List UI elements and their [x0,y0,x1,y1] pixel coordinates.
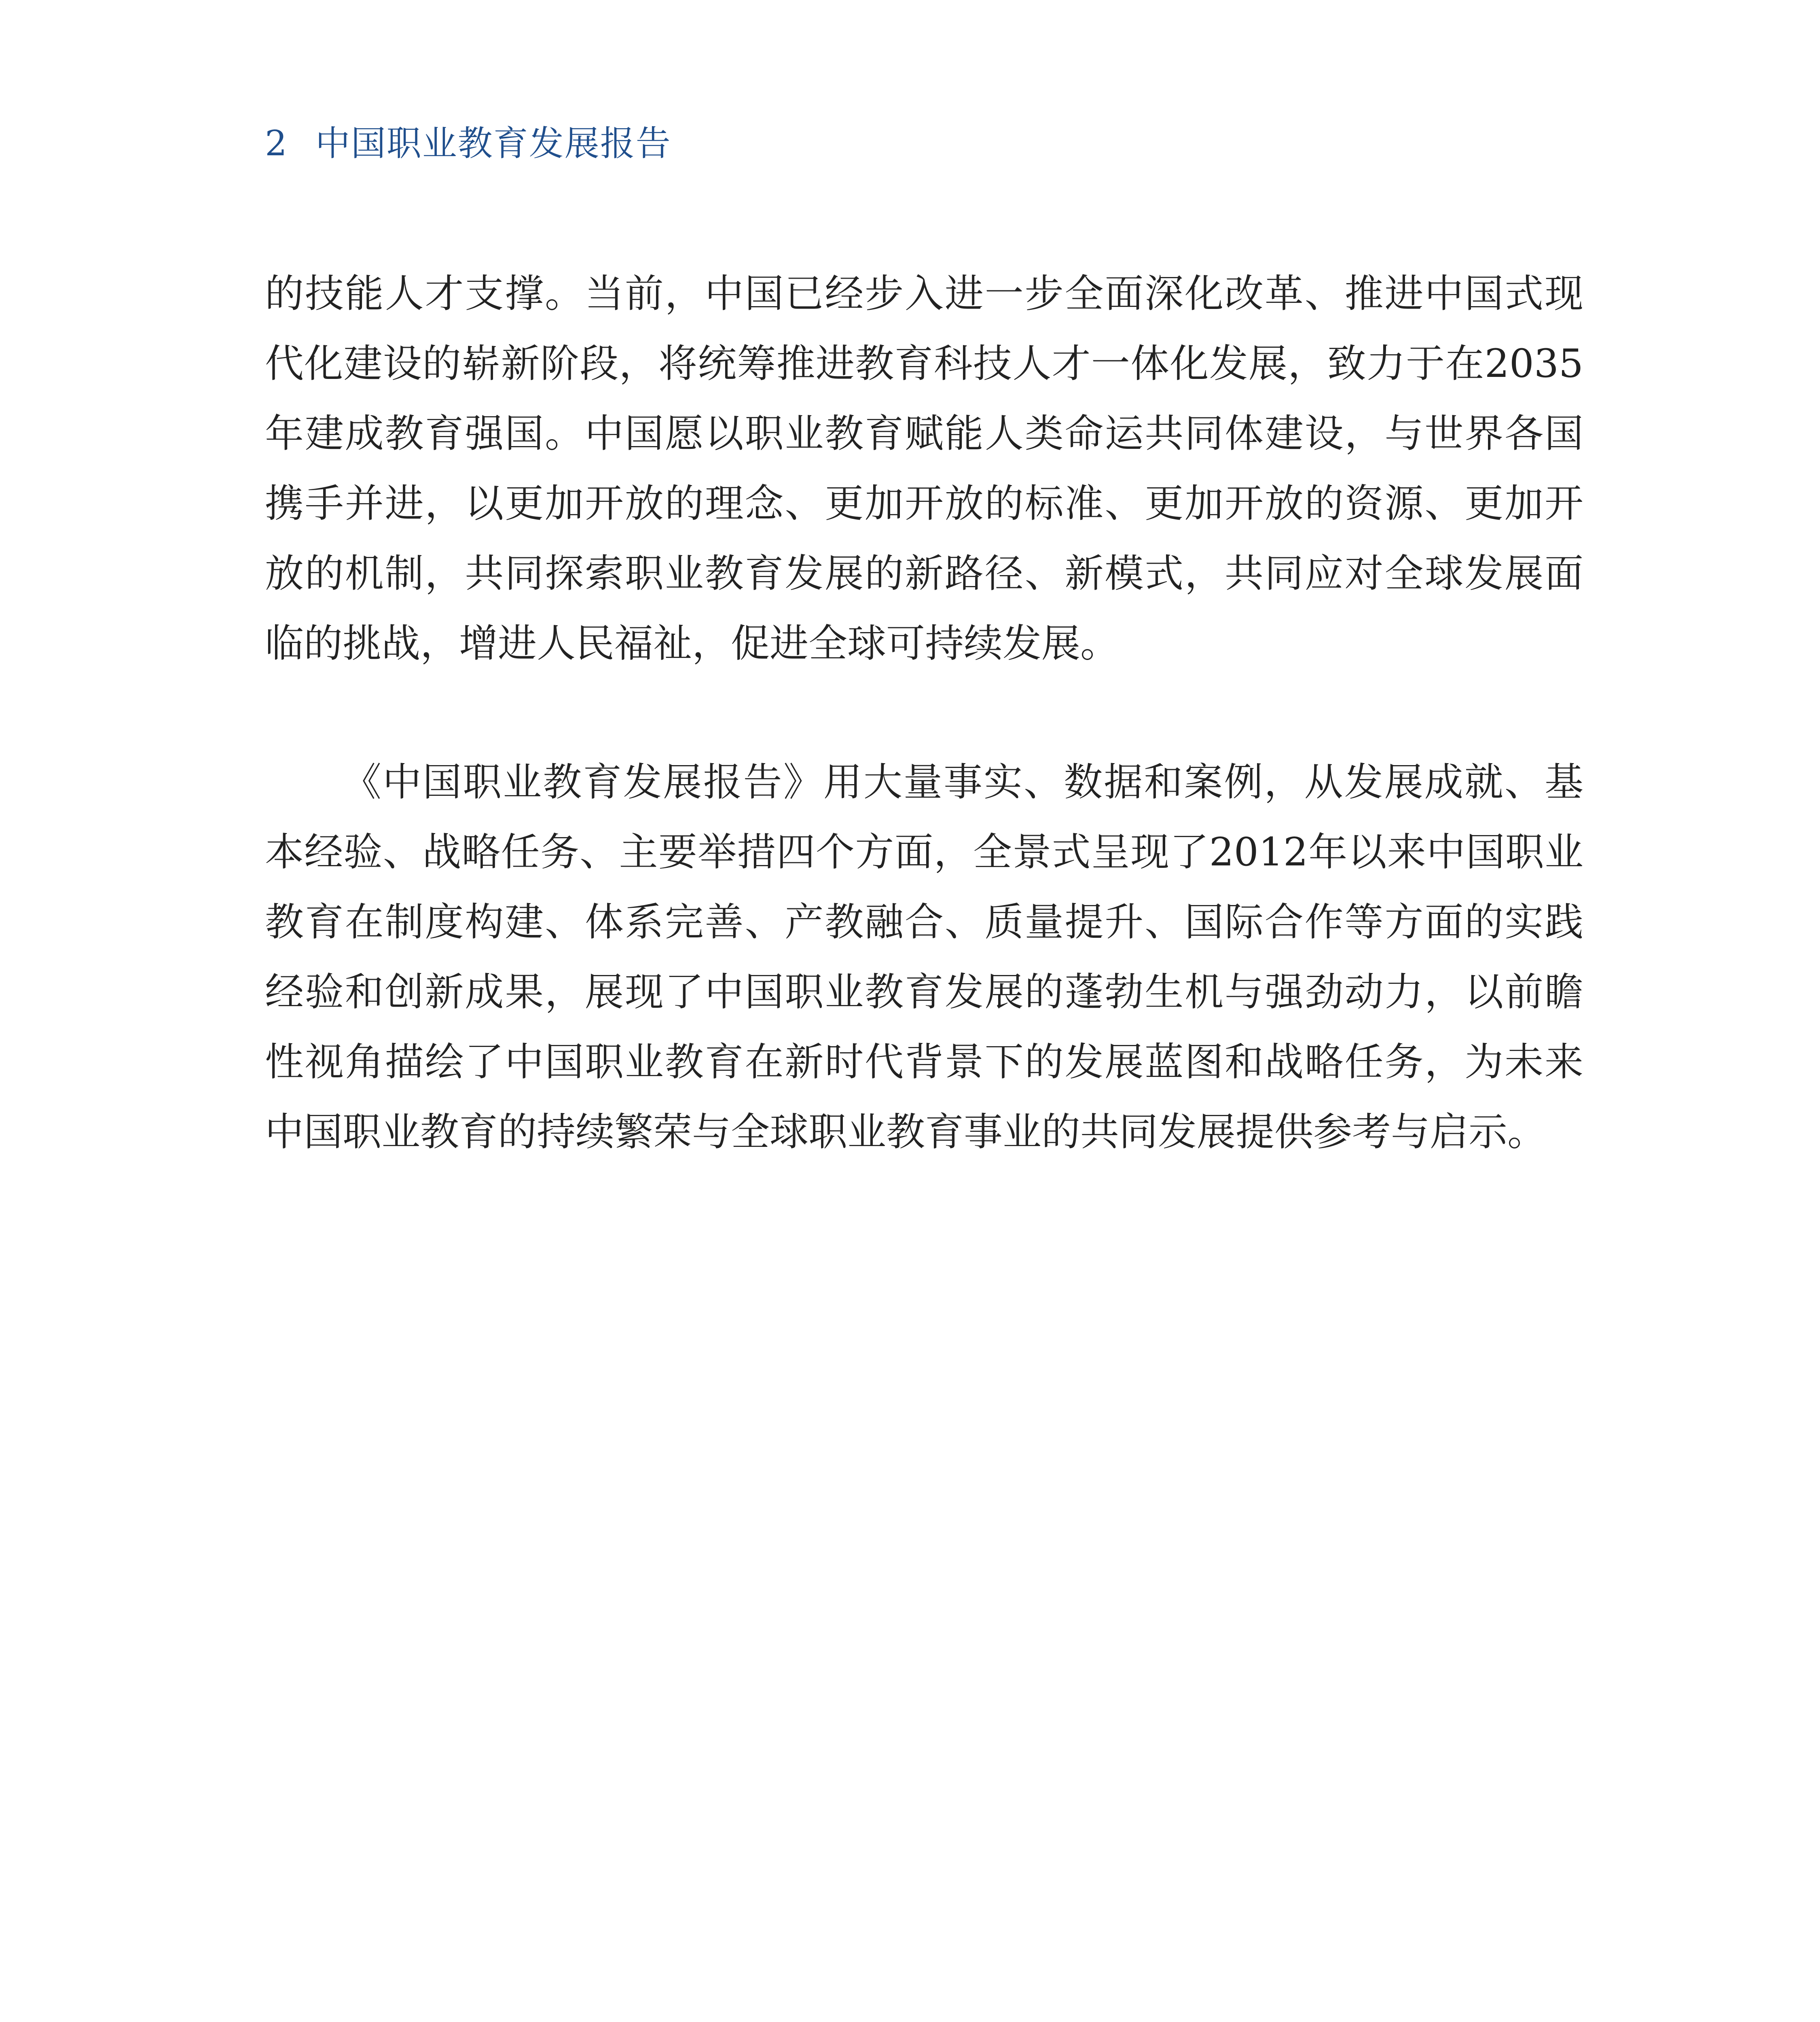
body-text [265,259,1583,1167]
page-number: 2 [265,123,287,164]
paragraph-report-summary: 《中国职业教育发展报告》用大量事实、数据和案例，从发展成就、基本经验、战略任务、主要举措四个方面，全景式呈现了2012年以来中国职业教育在制度构建、体系完善、产教融合、质量提升、国际合作等方面的实践经验和创新成果，展现了中国职业教育发展的蓬勃生机与强劲动力，以前瞻性视角描绘了中国职业教育在新时代背景下的发展蓝图和战略任务，为未来中国职业教育的持续繁荣与全球职业教育事业的共同发展提供参考与启示。 [265,759,1583,1155]
running-title: 中国职业教育发展报告 [315,123,671,164]
paragraph-continuation: 的技能人才支撑。当前，中国已经步入进一步全面深化改革、推进中国式现代化建设的崭新阶段，将统筹推进教育科技人才一体化发展，致力于在2035年建成教育强国。中国愿以职业教育赋能人类命运共同体建设，与世界各国携手并进，以更加开放的理念、更加开放的标准、更加开放的资源、更加开放的机制，共同探索职业教育发展的新路径、新模式，共同应对全球发展面临的挑战，增进人民福祉，促进全球可持续发展。 [265,271,1583,666]
page-header [265,117,671,170]
